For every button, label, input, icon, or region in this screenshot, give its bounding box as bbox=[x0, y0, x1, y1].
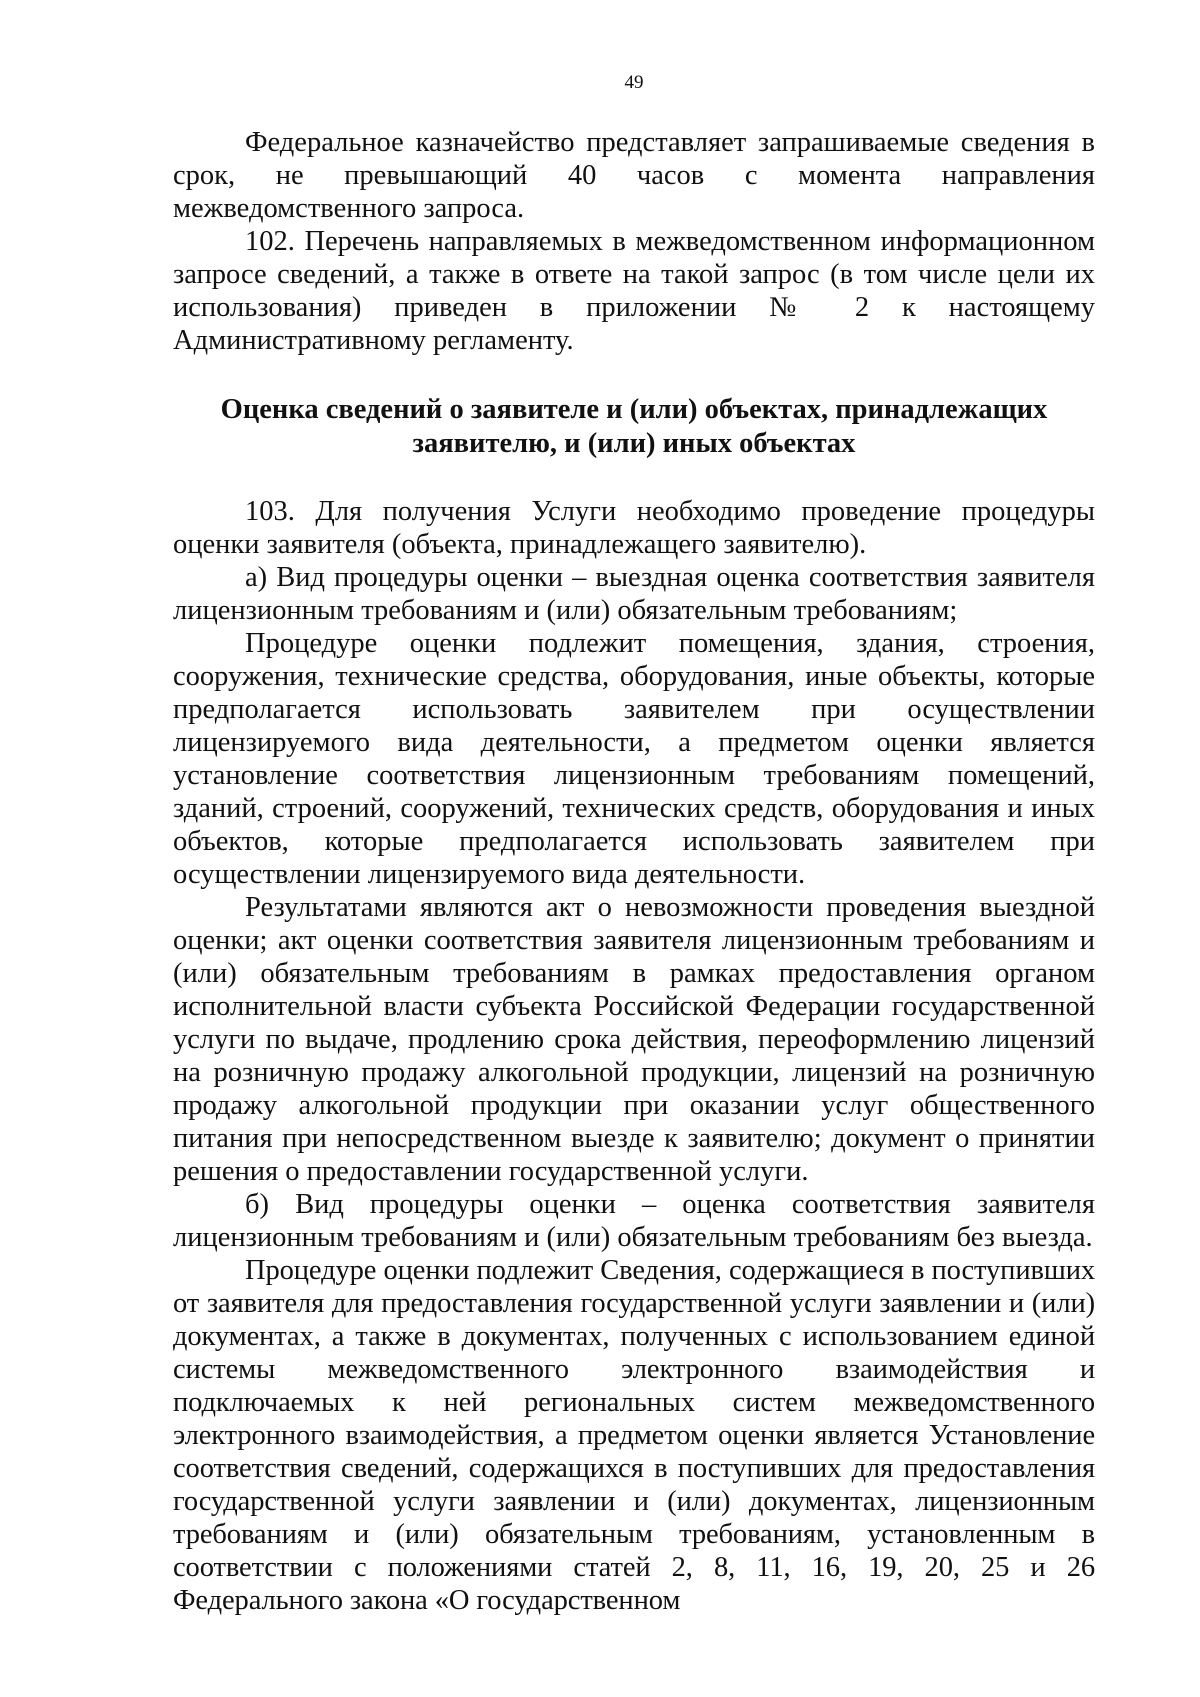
page-number: 49 bbox=[624, 72, 644, 93]
paragraph-a-results: Результатами являются акт о невозможности проведения выездной оценки; акт оценки соответствия заявителя лицензионным требованиям и (или) обязательным требованиям в рамках предоставления органом исполнительной власти субъекта Российской Федерации государственной услуги по выдаче, продлению срока действия, переоформлению лицензий на розничную продажу алкогольной продукции, лицензий на розничную продажу алкогольной продукции при оказании услуг общественного питания при непосредственном выезде к заявителю; документ о принятии решения о предоставлении государственной услуги. bbox=[173, 892, 1095, 1187]
document-page bbox=[173, 58, 1095, 1617]
paragraph-102: 102. Перечень направляемых в межведомственном информационном запросе сведений, а также в ответе на такой запрос (в том числе цели их использования) приведен в приложении № 2 к настоящему Административному регламенту. bbox=[173, 226, 1095, 356]
paragraph-treasury: Федеральное казначейство представляет запрашиваемые сведения в срок, не превышающий 40 часов с момента направления межведомственного запроса. bbox=[173, 127, 1095, 224]
paragraph-b-subject: Процедуре оценки подлежит Сведения, содержащиеся в поступивших от заявителя для предоставления государственной услуги заявлении и (или) документах, а также в документах, полученных с использованием единой системы межведомственного электронного взаимодействия и подключаемых к ней региональных систем межведомственного электронного взаимодействия, а предметом оценки является Установление соответствия сведений, содержащихся в поступивших для предоставления государственной услуги заявлении и (или) документах, лицензионным требованиям и (или) обязательным требованиям, установленным в соответствии с положениями статей 2, 8, 11, 16, 19, 20, 25 и 26 Федерального закона «О государственном bbox=[173, 1255, 1095, 1616]
paragraph-a-subject: Процедуре оценки подлежит помещения, здания, строения, сооружения, технические средства, оборудования, иные объекты, которые предполагается использовать заявителем при осуществлении лицензируемого вида деятельности, а предметом оценки является установление соответствия лицензионным требованиям помещений, зданий, строений, сооружений, технических средств, оборудования и иных объектов, которые предполагается использовать заявителем при осуществлении лицензируемого вида деятельности. bbox=[173, 628, 1095, 890]
paragraph-a: а) Вид процедуры оценки – выездная оценка соответствия заявителя лицензионным требованиям и (или) обязательным требованиям; bbox=[173, 562, 1095, 626]
paragraph-103: 103. Для получения Услуги необходимо проведение процедуры оценки заявителя (объекта, принадлежащего заявителю). bbox=[173, 496, 1095, 560]
section-heading-line-2: заявителю, и (или) иных объектах bbox=[412, 428, 856, 459]
paragraph-b: б) Вид процедуры оценки – оценка соответствия заявителя лицензионным требованиям и (или) обязательным требованиям без выезда. bbox=[173, 1189, 1095, 1253]
section-heading bbox=[173, 393, 1095, 461]
section-heading-line-1: Оценка сведений о заявителе и (или) объектах, принадлежащих bbox=[220, 394, 1048, 425]
